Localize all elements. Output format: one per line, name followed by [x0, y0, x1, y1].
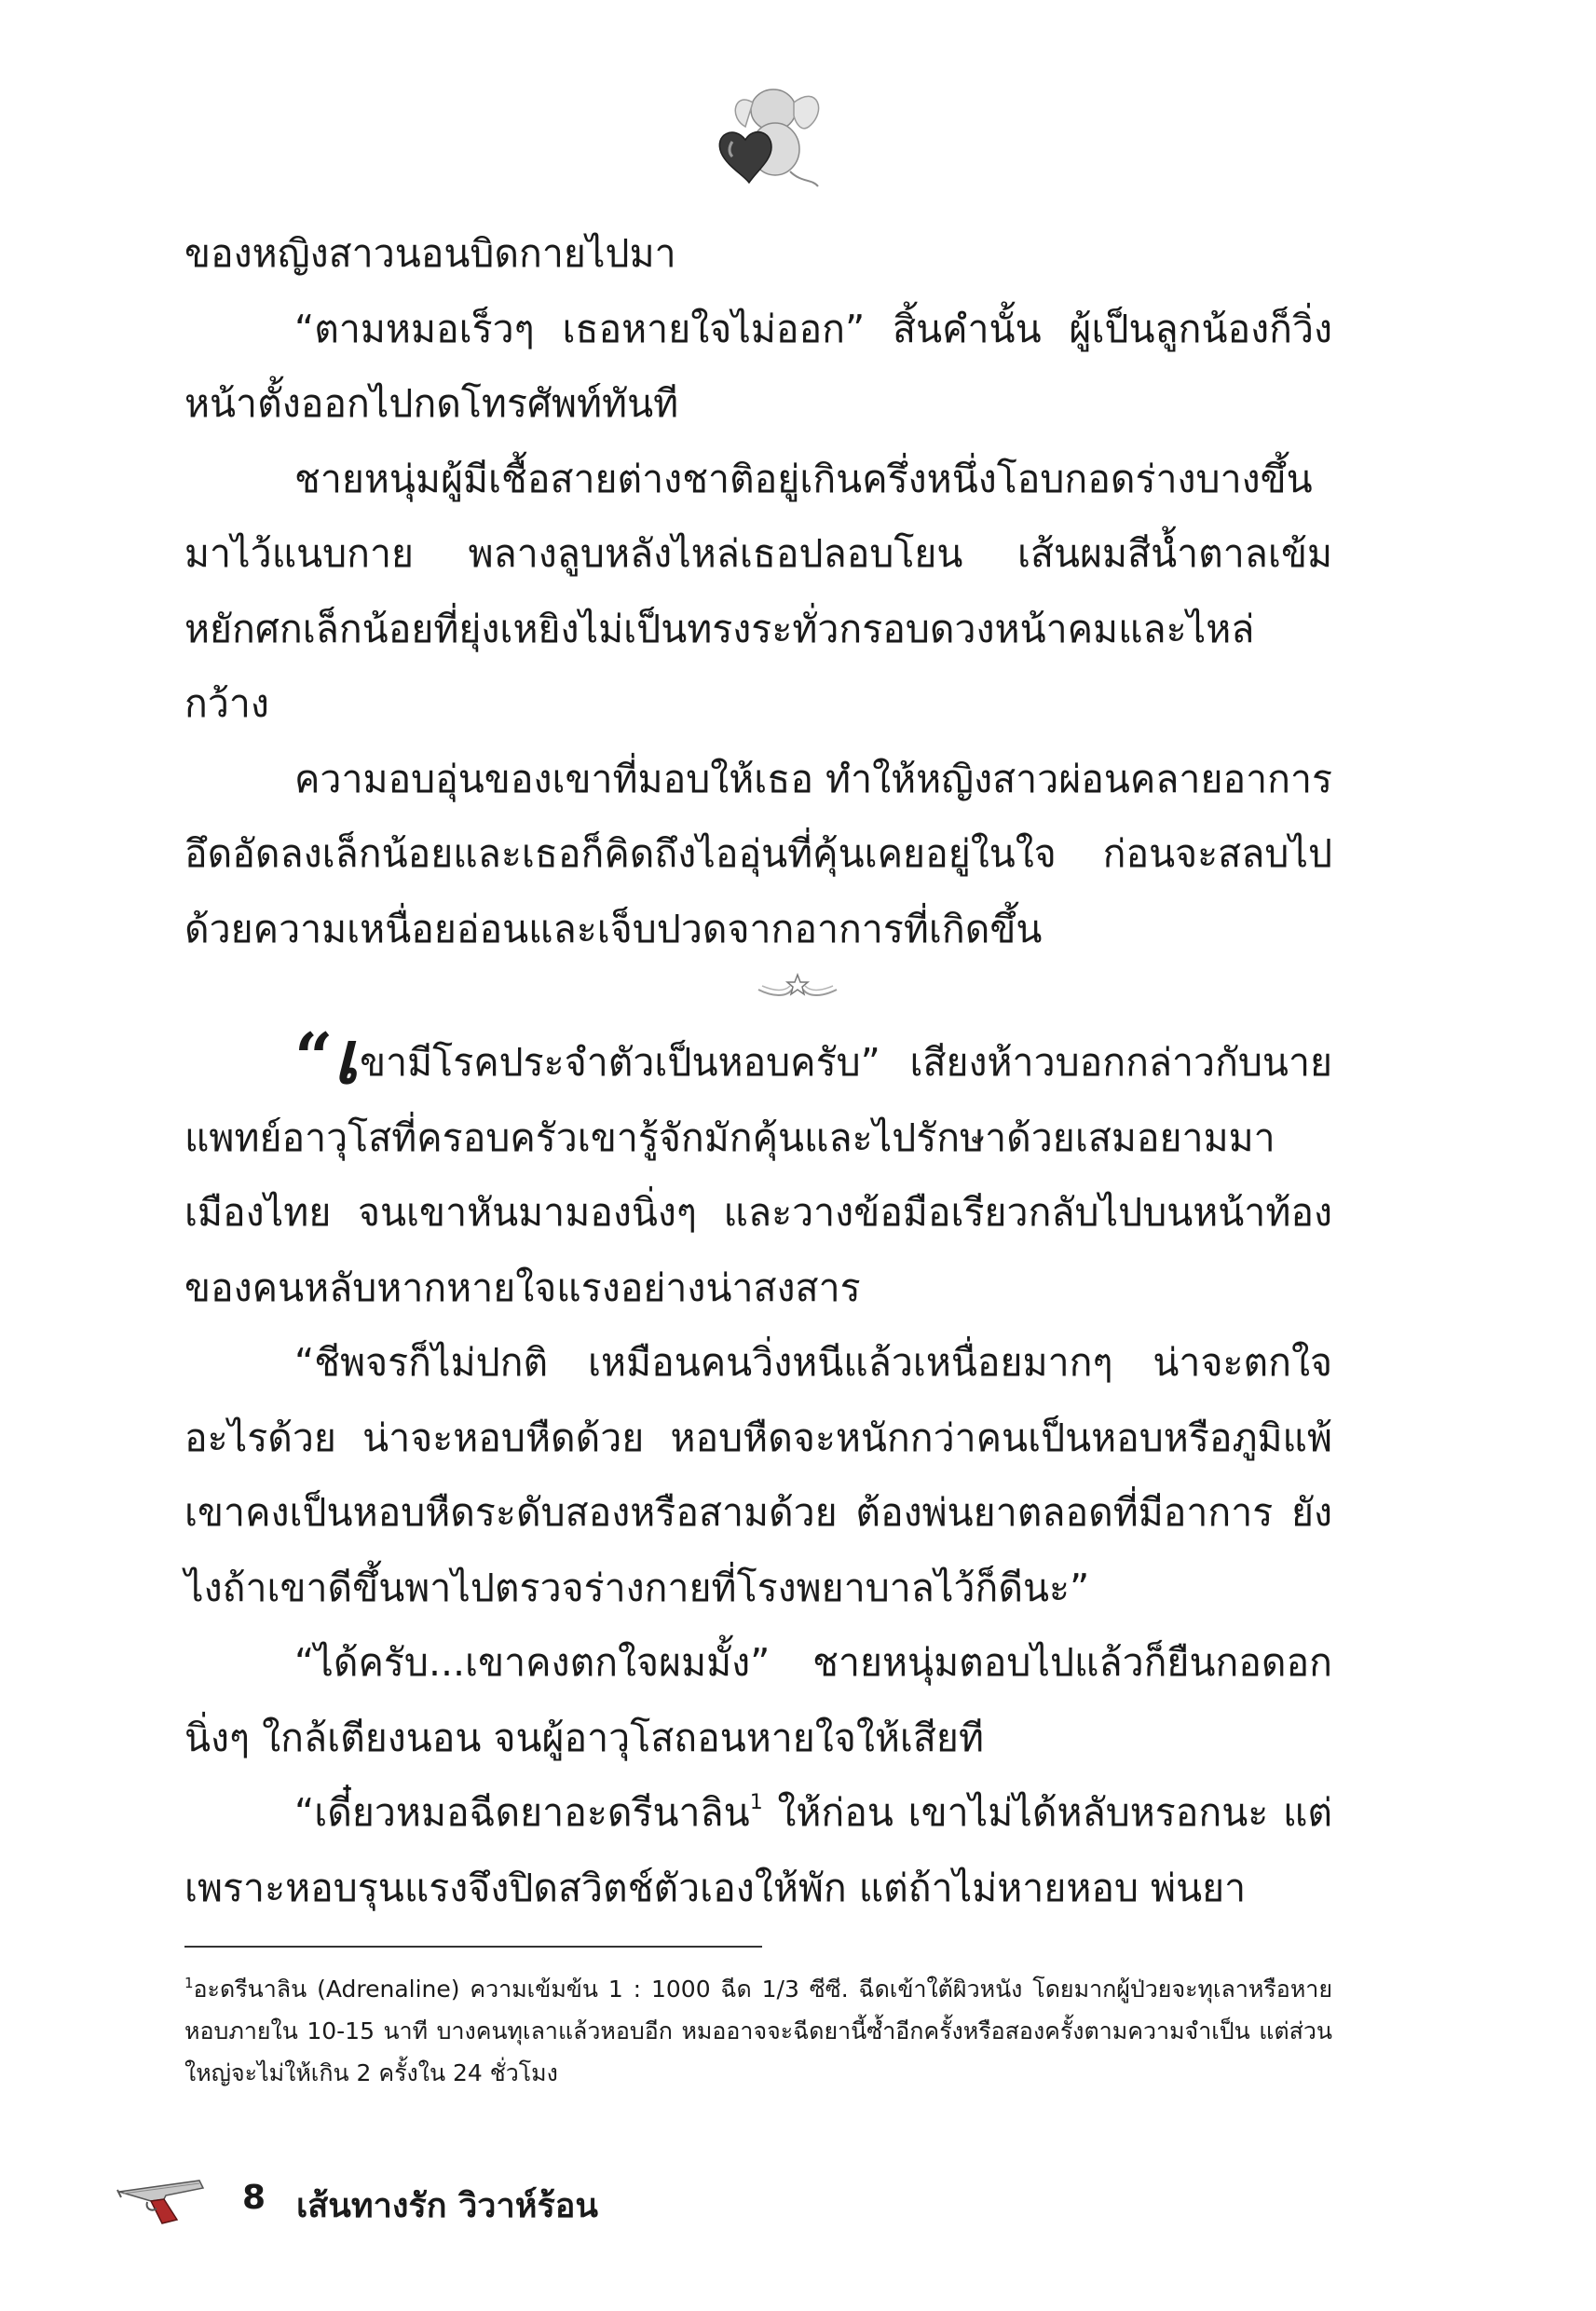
body-text-section-1	[184, 216, 1332, 966]
pistol-icon	[110, 2171, 212, 2227]
paragraph: “ได้ครับ...เขาคงตกใจผมมั้ง” ชายหนุ่มตอบไปแล้วก็ยืนกอดอกนิ่งๆ ใกล้เตียงนอน จนผู้อาวุโสถอนหายใจให้เสียที	[184, 1640, 1332, 1760]
paragraph-text: ให้ก่อน เขาไม่ได้หลับหรอกนะ แต่เพราะหอบรุนแรงจึงปิดสวิตช์ตัวเองให้พัก แต่ถ้าไม่หายหอบ พ่นยา	[184, 1790, 1332, 1910]
opening-quote: “	[294, 1018, 334, 1097]
footnote-marker: 1	[184, 1975, 194, 1991]
paragraph: “ชีพจรก็ไม่ปกติ เหมือนคนวิ่งหนีแล้วเหนื่อยมากๆ น่าจะตกใจอะไรด้วย น่าจะหอบหืดด้วย หอบหืดจะหนักกว่าคนเป็นหอบหรือภูมิแพ้ เขาคงเป็นหอบหืดระดับสองหรือสามด้วย ต้องพ่นยาตลอดที่มีอาการ ยังไงถ้าเขาดีขึ้นพาไปตรวจร่างกายที่โรงพยาบาลไว้ก็ดีนะ”	[184, 1340, 1332, 1610]
book-title: เส้นทางรัก วิวาห์ร้อน	[296, 2187, 599, 2225]
paragraph	[184, 1016, 1332, 1325]
drop-cap: เ	[333, 1016, 359, 1101]
paragraph	[184, 1775, 1332, 1925]
footnote-reference: 1	[749, 1791, 763, 1814]
footnote	[184, 1968, 1332, 2094]
star-divider-icon	[751, 969, 844, 1006]
footnote-text	[184, 1968, 1332, 2094]
paragraph: “ตามหมอเร็วๆ เธอหายใจไม่ออก” สิ้นคำนั้น ผู้เป็นลูกน้องก็วิ่งหน้าตั้งออกไปกดโทรศัพท์ทันที	[184, 306, 1332, 426]
paragraph: ชายหนุ่มผู้มีเชื้อสายต่างชาติอยู่เกินครึ่งหนึ่งโอบกอดร่างบางขึ้นมาไว้แนบกาย พลางลูบหลังไหล่เธอปลอบโยน เส้นผมสีน้ำตาลเข้มหยักศกเล็กน้อยที่ยุ่งเหยิงไม่เป็นทรงระทั่วกรอบดวงหน้าคมและไหล่กว้าง	[184, 456, 1332, 726]
page-number: 8	[242, 2179, 266, 2217]
body-text-section-2	[184, 1016, 1332, 1925]
cupid-with-heart-icon	[708, 75, 829, 196]
footnote-body: อะดรีนาลิน (Adrenaline) ความเข้มข้น 1 : 1000 ฉีด 1/3 ซีซี. ฉีดเข้าใต้ผิวหนัง โดยมากผู้ป่วยจะทุเลาหรือหายหอบภายใน 10-15 นาที บางคนทุเลาแล้วหอบอีก หมออาจจะฉีดยานี้ซ้ำอีกครั้งหรือสองครั้งตามความจำเป็น แต่ส่วนใหญ่จะไม่ให้เกิน 2 ครั้งใน 24 ชั่วโมง	[184, 1976, 1332, 2086]
paragraph: ความอบอุ่นของเขาที่มอบให้เธอ ทำให้หญิงสาวผ่อนคลายอาการอึดอัดลงเล็กน้อยและเธอก็คิดถึงไออุ่นที่คุ้นเคยอยู่ในใจ ก่อนจะสลบไปด้วยความเหนื่อยอ่อนและเจ็บปวดจากอาการที่เกิดขึ้น	[184, 756, 1332, 951]
page-footer	[110, 2171, 1042, 2227]
paragraph: ของหญิงสาวนอนบิดกายไปมา	[184, 231, 676, 276]
footnote-divider	[184, 1946, 762, 1948]
paragraph-text: ขามีโรคประจำตัวเป็นหอบครับ” เสียงห้าวบอกกล่าวกับนายแพทย์อาวุโสที่ครอบครัวเขารู้จักมักคุ้นและไปรักษาด้วยเสมอยามมาเมืองไทย จนเขาหันมามองนิ่งๆ และวางข้อมือเรียวกลับไปบนหน้าท้องของคนหลับหากหายใจแรงอย่างน่าสงสาร	[184, 1040, 1332, 1310]
paragraph-text: “เดี๋ยวหมอฉีดยาอะดรีนาลิน	[294, 1790, 750, 1835]
